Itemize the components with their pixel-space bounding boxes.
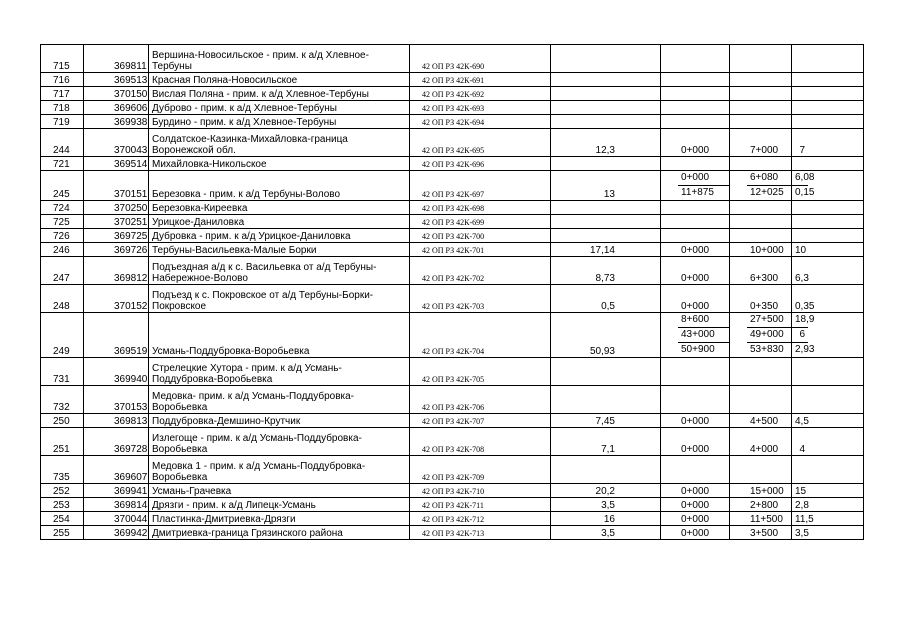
road-length-cell	[551, 115, 661, 129]
road-name-cell: Красная Поляна-Новосильское	[149, 73, 410, 87]
table-row	[41, 386, 864, 414]
table-row	[41, 45, 864, 73]
road-id-cell: 369942	[84, 526, 149, 540]
segment-length-cell	[792, 386, 864, 414]
segment-start-cell	[661, 201, 730, 215]
table-row	[41, 257, 864, 285]
road-length-cell	[551, 201, 661, 215]
road-length-cell	[551, 87, 661, 101]
segment-length-cell	[792, 101, 864, 115]
segment-length-cell	[792, 87, 864, 101]
road-id-cell: 370153	[84, 386, 149, 414]
segment-end-cell: 0+350	[730, 285, 792, 313]
road-length-cell: 0,5	[551, 285, 661, 313]
registry-number-cell: 42 ОП РЗ 42К-692	[410, 87, 551, 101]
table-row	[41, 129, 864, 157]
table-row	[41, 526, 864, 540]
table-row	[41, 201, 864, 215]
registry-number-cell: 42 ОП РЗ 42К-698	[410, 201, 551, 215]
road-name-cell: Излегоще - прим. к а/д Усмань-Поддубровка-Воробьевка	[149, 428, 410, 456]
registry-number-cell: 42 ОП РЗ 42К-711	[410, 498, 551, 512]
segment-end-cell: 2+800	[730, 498, 792, 512]
segment-length-cell	[792, 171, 864, 201]
segment-line: 27+500	[750, 314, 784, 325]
segment-end-cell	[730, 45, 792, 73]
road-name-cell: Дмитриевка-граница Грязинского района	[149, 526, 410, 540]
registry-number-cell: 42 ОП РЗ 42К-693	[410, 101, 551, 115]
road-name-cell: Дуброво - прим. к а/д Хлевное-Тербуны	[149, 101, 410, 115]
road-name-cell: Медовка- прим. к а/д Усмань-Поддубровка-Воробьевка	[149, 386, 410, 414]
segment-start-cell	[661, 171, 730, 201]
segment-line: 49+000	[747, 327, 791, 342]
row-number-cell: 255	[41, 526, 84, 540]
segment-end-cell	[730, 87, 792, 101]
road-name-cell: Усмань-Грачевка	[149, 484, 410, 498]
registry-number-cell: 42 ОП РЗ 42К-713	[410, 526, 551, 540]
segment-line: 8+600	[681, 314, 710, 325]
segment-end-cell	[730, 386, 792, 414]
row-number-cell: 244	[41, 129, 84, 157]
segment-line: 53+830	[747, 342, 791, 357]
segment-line: 11+875	[678, 185, 729, 200]
road-name-cell: Березовка - прим. к а/д Тербуны-Волово	[149, 171, 410, 201]
segment-start-cell	[661, 115, 730, 129]
segment-start-cell: 0+000	[661, 243, 730, 257]
segment-end-cell: 10+000	[730, 243, 792, 257]
road-name-cell: Усмань-Поддубровка-Воробьевка	[149, 313, 410, 358]
segment-start-cell: 0+000	[661, 498, 730, 512]
road-id-cell: 369938	[84, 115, 149, 129]
road-length-cell	[551, 215, 661, 229]
segment-length-cell: 6,3	[792, 257, 864, 285]
row-number-cell: 731	[41, 358, 84, 386]
road-name-cell: Дубровка - прим. к а/д Урицкое-Даниловка	[149, 229, 410, 243]
registry-number-cell: 42 ОП РЗ 42К-691	[410, 73, 551, 87]
registry-number-cell: 42 ОП РЗ 42К-694	[410, 115, 551, 129]
segment-length-cell	[792, 45, 864, 73]
segment-length-cell: 4,5	[792, 414, 864, 428]
road-name-cell: Медовка 1 - прим. к а/д Усмань-Поддубровка-Воробьевка	[149, 456, 410, 484]
table-row	[41, 73, 864, 87]
segment-line: 0+000	[681, 172, 710, 183]
segment-end-cell: 11+500	[730, 512, 792, 526]
segment-end-cell	[730, 456, 792, 484]
segment-line: 2,93	[792, 342, 808, 357]
segment-start-cell	[661, 313, 730, 358]
segment-start-cell: 0+000	[661, 129, 730, 157]
segment-length-cell	[792, 201, 864, 215]
road-id-cell: 370044	[84, 512, 149, 526]
road-id-cell: 369940	[84, 358, 149, 386]
segment-start-cell	[661, 101, 730, 115]
row-number-cell: 253	[41, 498, 84, 512]
table-row	[41, 243, 864, 257]
table-body	[41, 45, 864, 540]
road-id-cell: 369813	[84, 414, 149, 428]
segment-start-cell: 0+000	[661, 484, 730, 498]
segment-length-cell	[792, 215, 864, 229]
segment-length-cell	[792, 229, 864, 243]
road-length-cell: 8,73	[551, 257, 661, 285]
table-row	[41, 313, 864, 358]
row-number-cell: 732	[41, 386, 84, 414]
road-name-cell: Вершина-Новосильское - прим. к а/д Хлевное-Тербуны	[149, 45, 410, 73]
row-number-cell: 251	[41, 428, 84, 456]
road-name-cell: Урицкое-Даниловка	[149, 215, 410, 229]
segment-end-cell	[730, 157, 792, 171]
road-length-cell: 3,5	[551, 526, 661, 540]
segment-length-cell: 0,35	[792, 285, 864, 313]
table-row	[41, 358, 864, 386]
road-name-cell: Пластинка-Дмитриевка-Дрязги	[149, 512, 410, 526]
row-number-cell: 725	[41, 215, 84, 229]
road-name-cell: Березовка-Киреевка	[149, 201, 410, 215]
road-name-cell: Подъездная а/д к с. Васильевка от а/д Тербуны-Набережное-Волово	[149, 257, 410, 285]
row-number-cell: 246	[41, 243, 84, 257]
road-id-cell: 370043	[84, 129, 149, 157]
segment-length-cell: 10	[792, 243, 864, 257]
road-id-cell: 370151	[84, 171, 149, 201]
table-row	[41, 285, 864, 313]
road-id-cell: 369941	[84, 484, 149, 498]
segment-length-cell: 15	[792, 484, 864, 498]
road-length-cell	[551, 73, 661, 87]
row-number-cell: 715	[41, 45, 84, 73]
road-length-cell: 16	[551, 512, 661, 526]
segment-start-cell: 0+000	[661, 414, 730, 428]
segment-start-cell	[661, 157, 730, 171]
segment-length-cell	[792, 157, 864, 171]
road-length-cell	[551, 456, 661, 484]
road-id-cell: 370250	[84, 201, 149, 215]
segment-start-cell	[661, 45, 730, 73]
table-row	[41, 157, 864, 171]
segment-start-cell	[661, 456, 730, 484]
road-id-cell: 369725	[84, 229, 149, 243]
road-length-cell: 7,1	[551, 428, 661, 456]
segment-start-cell: 0+000	[661, 285, 730, 313]
registry-number-cell: 42 ОП РЗ 42К-703	[410, 285, 551, 313]
segment-end-cell: 7+000	[730, 129, 792, 157]
segment-end-cell	[730, 229, 792, 243]
segment-end-cell: 6+300	[730, 257, 792, 285]
segment-end-cell: 15+000	[730, 484, 792, 498]
segment-end-cell	[730, 101, 792, 115]
table-row	[41, 498, 864, 512]
segment-end-cell	[730, 115, 792, 129]
segment-line: 6+080	[750, 172, 779, 183]
road-name-cell: Вислая Поляна - прим. к а/д Хлевное-Тербуны	[149, 87, 410, 101]
road-name-cell: Тербуны-Васильевка-Малые Борки	[149, 243, 410, 257]
table-row	[41, 101, 864, 115]
registry-number-cell: 42 ОП РЗ 42К-706	[410, 386, 551, 414]
segment-length-cell	[792, 73, 864, 87]
road-length-cell	[551, 101, 661, 115]
row-number-cell: 718	[41, 101, 84, 115]
row-number-cell: 726	[41, 229, 84, 243]
segment-start-cell	[661, 386, 730, 414]
segment-line: 6	[792, 327, 808, 342]
registry-number-cell: 42 ОП РЗ 42К-705	[410, 358, 551, 386]
segment-end-cell: 4+500	[730, 414, 792, 428]
table-row	[41, 87, 864, 101]
row-number-cell: 721	[41, 157, 84, 171]
row-number-cell: 716	[41, 73, 84, 87]
road-id-cell: 370152	[84, 285, 149, 313]
road-length-cell: 7,45	[551, 414, 661, 428]
table-row	[41, 456, 864, 484]
table-row	[41, 229, 864, 243]
row-number-cell: 735	[41, 456, 84, 484]
segment-end-cell	[730, 171, 792, 201]
segment-start-cell	[661, 87, 730, 101]
table-row	[41, 414, 864, 428]
registry-number-cell: 42 ОП РЗ 42К-701	[410, 243, 551, 257]
segment-end-cell: 3+500	[730, 526, 792, 540]
table-row	[41, 512, 864, 526]
registry-number-cell: 42 ОП РЗ 42К-710	[410, 484, 551, 498]
registry-number-cell: 42 ОП РЗ 42К-696	[410, 157, 551, 171]
registry-number-cell: 42 ОП РЗ 42К-709	[410, 456, 551, 484]
road-name-cell: Стрелецкие Хутора - прим. к а/д Усмань-Поддубровка-Воробьевка	[149, 358, 410, 386]
segment-length-cell: 7	[792, 129, 864, 157]
road-id-cell: 369519	[84, 313, 149, 358]
segment-end-cell	[730, 313, 792, 358]
registry-number-cell: 42 ОП РЗ 42К-712	[410, 512, 551, 526]
table-row	[41, 484, 864, 498]
road-id-cell: 369607	[84, 456, 149, 484]
table-row	[41, 215, 864, 229]
registry-number-cell: 42 ОП РЗ 42К-700	[410, 229, 551, 243]
segment-length-cell	[792, 358, 864, 386]
road-length-cell: 3,5	[551, 498, 661, 512]
road-id-cell: 369811	[84, 45, 149, 73]
road-register-sheet	[40, 44, 863, 540]
segment-length-cell	[792, 115, 864, 129]
registry-number-cell: 42 ОП РЗ 42К-699	[410, 215, 551, 229]
segment-end-cell: 4+000	[730, 428, 792, 456]
segment-length-cell: 2,8	[792, 498, 864, 512]
segment-start-cell: 0+000	[661, 526, 730, 540]
road-length-cell	[551, 157, 661, 171]
table-row	[41, 428, 864, 456]
row-number-cell: 248	[41, 285, 84, 313]
segment-start-cell: 0+000	[661, 428, 730, 456]
row-number-cell: 245	[41, 171, 84, 201]
road-id-cell: 369513	[84, 73, 149, 87]
segment-end-cell	[730, 215, 792, 229]
segment-end-cell	[730, 358, 792, 386]
road-length-cell	[551, 386, 661, 414]
segment-start-cell	[661, 358, 730, 386]
road-length-cell: 12,3	[551, 129, 661, 157]
registry-number-cell: 42 ОП РЗ 42К-690	[410, 45, 551, 73]
segment-start-cell: 0+000	[661, 257, 730, 285]
segment-line: 50+900	[678, 342, 729, 357]
road-id-cell: 369814	[84, 498, 149, 512]
registry-number-cell: 42 ОП РЗ 42К-704	[410, 313, 551, 358]
registry-number-cell: 42 ОП РЗ 42К-702	[410, 257, 551, 285]
road-length-cell	[551, 45, 661, 73]
row-number-cell: 254	[41, 512, 84, 526]
segment-length-cell: 4	[792, 428, 864, 456]
road-register-table	[40, 44, 864, 540]
table-row	[41, 171, 864, 201]
road-name-cell: Поддубровка-Демшино-Крутчик	[149, 414, 410, 428]
segment-start-cell: 0+000	[661, 512, 730, 526]
row-number-cell: 724	[41, 201, 84, 215]
row-number-cell: 249	[41, 313, 84, 358]
row-number-cell: 250	[41, 414, 84, 428]
road-name-cell: Бурдино - прим. к а/д Хлевное-Тербуны	[149, 115, 410, 129]
segment-line: 0,15	[792, 185, 808, 200]
segment-start-cell	[661, 229, 730, 243]
segment-line: 18,9	[795, 314, 815, 325]
road-length-cell: 13	[551, 171, 661, 201]
segment-length-cell: 3,5	[792, 526, 864, 540]
segment-start-cell	[661, 73, 730, 87]
road-id-cell: 369726	[84, 243, 149, 257]
segment-line: 6,08	[795, 172, 815, 183]
registry-number-cell: 42 ОП РЗ 42К-708	[410, 428, 551, 456]
row-number-cell: 717	[41, 87, 84, 101]
registry-number-cell: 42 ОП РЗ 42К-697	[410, 171, 551, 201]
segment-line: 43+000	[678, 327, 729, 342]
road-id-cell: 369728	[84, 428, 149, 456]
road-length-cell: 50,93	[551, 313, 661, 358]
road-length-cell: 17,14	[551, 243, 661, 257]
road-id-cell: 369514	[84, 157, 149, 171]
road-id-cell: 369812	[84, 257, 149, 285]
road-name-cell: Солдатское-Казинка-Михайловка-граница Воронежской обл.	[149, 129, 410, 157]
road-length-cell: 20,2	[551, 484, 661, 498]
table-row	[41, 115, 864, 129]
road-length-cell	[551, 229, 661, 243]
row-number-cell: 719	[41, 115, 84, 129]
segment-length-cell	[792, 313, 864, 358]
road-id-cell: 369606	[84, 101, 149, 115]
segment-end-cell	[730, 73, 792, 87]
road-id-cell: 370150	[84, 87, 149, 101]
road-name-cell: Дрязги - прим. к а/д Липецк-Усмань	[149, 498, 410, 512]
row-number-cell: 247	[41, 257, 84, 285]
segment-end-cell	[730, 201, 792, 215]
segment-line: 12+025	[747, 185, 791, 200]
segment-start-cell	[661, 215, 730, 229]
road-name-cell: Михайловка-Никольское	[149, 157, 410, 171]
registry-number-cell: 42 ОП РЗ 42К-707	[410, 414, 551, 428]
row-number-cell: 252	[41, 484, 84, 498]
segment-length-cell: 11,5	[792, 512, 864, 526]
registry-number-cell: 42 ОП РЗ 42К-695	[410, 129, 551, 157]
road-name-cell: Подъезд к с. Покровское от а/д Тербуны-Борки-Покровское	[149, 285, 410, 313]
road-id-cell: 370251	[84, 215, 149, 229]
road-length-cell	[551, 358, 661, 386]
segment-length-cell	[792, 456, 864, 484]
